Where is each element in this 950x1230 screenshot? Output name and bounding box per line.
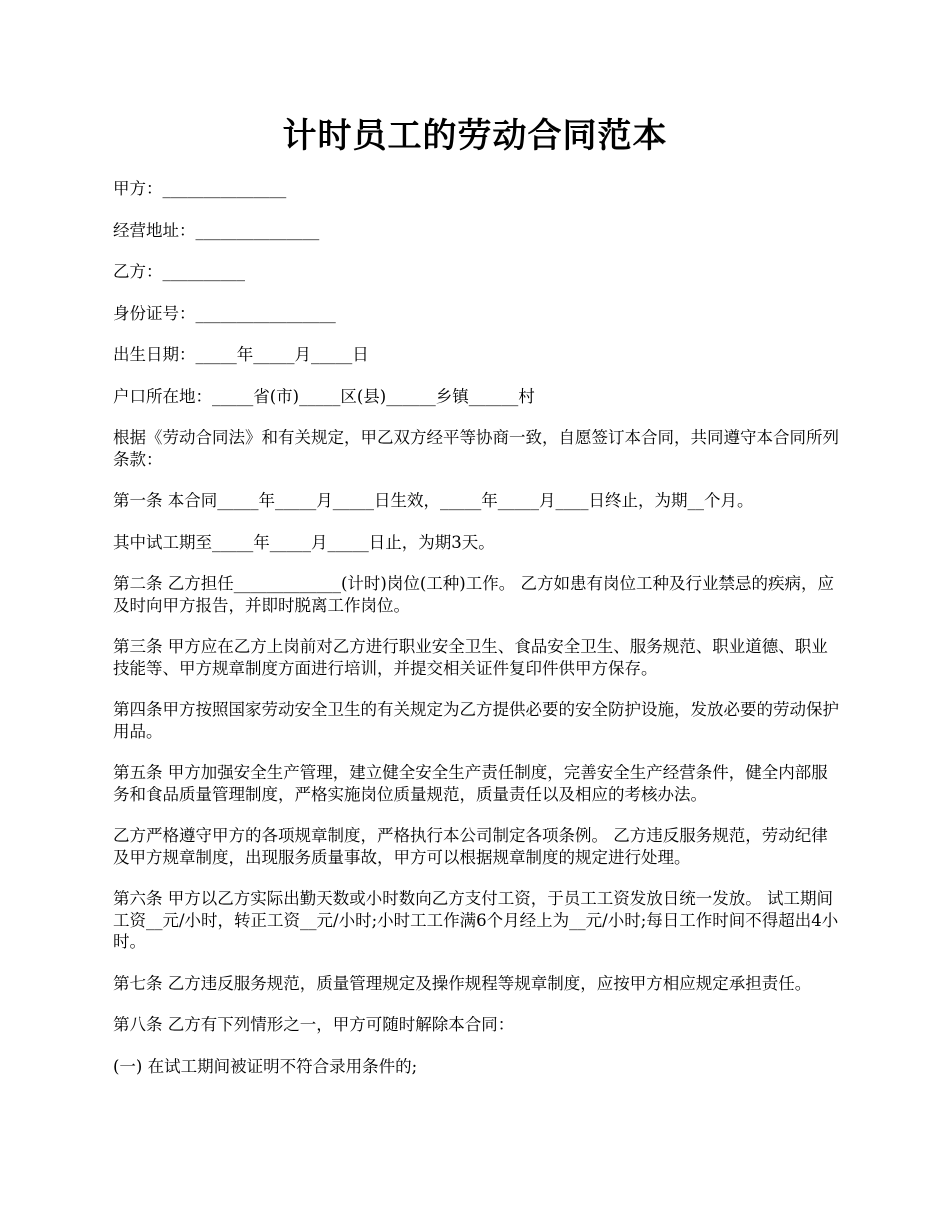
id-number-line: 身份证号：_________________ — [113, 303, 336, 323]
article-7-paragraph: 第七条 乙方违反服务规范，质量管理规定及操作规程等规章制度，应按甲方相应规定承担责任。 — [113, 973, 812, 993]
article-8-item-1: (一) 在试工期间被证明不符合录用条件的; — [113, 1056, 418, 1076]
household-registration-line: 户口所在地：_____省(市)_____区(县)______乡镇______村 — [113, 386, 535, 406]
party-a-line: 甲方：_______________ — [113, 179, 287, 198]
article-8-paragraph: 第八条 乙方有下列情形之一，甲方可随时解除本合同： — [113, 1015, 515, 1034]
article-6-paragraph: 第六条 甲方以乙方实际出勤天数或小时数向乙方支付工资，于员工工资发放日统一发放。 试工期间工资__元/小时，转正工资__元/小时;小时工工作满6个月经上为__元/小时;每日工作时间不得超出4小时。 — [113, 889, 839, 951]
business-address-line: 经营地址：_______________ — [113, 220, 320, 240]
rules-compliance-paragraph: 乙方严格遵守甲方的各项规章制度，严格执行本公司制定各项条例。 乙方违反服务规范，劳动纪律及甲方规章制度，出现服务质量事故，甲方可以根据规章制度的规定进行处理。 — [113, 826, 828, 867]
article-1-paragraph: 第一条 本合同_____年_____月_____日生效，_____年_____月____日终止，为期__个月。 — [113, 491, 754, 510]
article-2-paragraph: 第二条 乙方担任_____________(计时)岗位(工种)工作。 乙方如患有岗位工种及行业禁忌的疾病，应及时向甲方报告，并即时脱离工作岗位。 — [113, 574, 834, 615]
article-5-paragraph: 第五条 甲方加强安全生产管理，建立健全安全生产责任制度，完善安全生产经营条件，健全内部服务和食品质量管理制度，严格实施岗位质量规范，质量责任以及相应的考核办法。 — [113, 763, 828, 804]
document-title: 计时员工的劳动合同范本 — [282, 116, 668, 156]
document-body — [113, 178, 843, 1097]
party-b-line: 乙方：__________ — [113, 262, 245, 281]
preamble-paragraph: 根据《劳动合同法》和有关规定，甲乙双方经平等协商一致，自愿签订本合同，共同遵守本合同所列条款： — [113, 428, 839, 469]
birth-date-line: 出生日期：_____年_____月_____日 — [113, 345, 369, 364]
probation-paragraph: 其中试工期至_____年_____月_____日止，为期3天。 — [113, 532, 495, 552]
article-4-paragraph: 第四条甲方按照国家劳动安全卫生的有关规定为乙方提供必要的安全防护设施，发放必要的劳动保护用品。 — [113, 700, 839, 741]
article-3-paragraph: 第三条 甲方应在乙方上岗前对乙方进行职业安全卫生、食品安全卫生、服务规范、职业道德、职业技能等、甲方规章制度方面进行培训，并提交相关证件复印件供甲方保存。 — [113, 637, 828, 678]
